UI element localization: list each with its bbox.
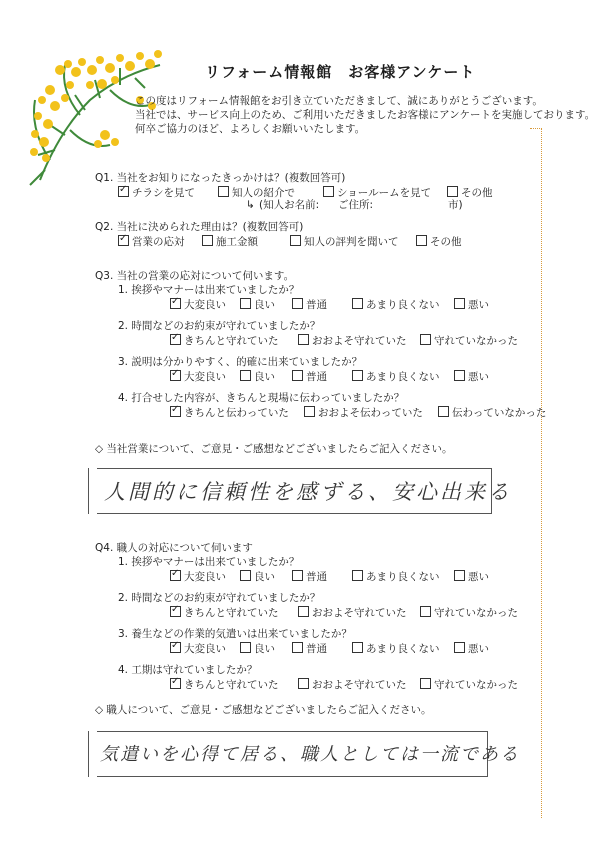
- intro-line-1: この度はリフォーム情報館をお引き立ていただきまして、誠にありがとうございます。: [135, 95, 543, 107]
- q4-item-4: 4. 工期は守れていましたか？: [118, 664, 258, 676]
- page-title: リフォーム情報館 お客様アンケート: [205, 63, 476, 81]
- radio-q4-3-2[interactable]: 良い: [240, 642, 292, 656]
- q4-item-4-options: [170, 678, 518, 692]
- intro-line-2: 当社では、サービス向上のため、ご利用いただきましたお客様にアンケートを実施しております。: [135, 109, 596, 121]
- radio-q3-3-3[interactable]: 普通: [292, 370, 352, 384]
- q4-item-3: 3. 養生などの作業的気遣いは出来ていましたか？: [118, 628, 352, 640]
- q4-item-3-options: [170, 642, 489, 656]
- radio-q3-2-1[interactable]: ✓きちんと守れていた: [170, 334, 298, 348]
- radio-q4-2-1[interactable]: ✓きちんと守れていた: [170, 606, 298, 620]
- q3-item-1: 1. 挨拶やマナーは出来ていましたか？: [118, 284, 300, 296]
- comment2-handwriting: 気遣いを心得て居る、職人としては一流である: [100, 744, 520, 765]
- checkbox-q2-1[interactable]: ✓営業の応対: [118, 235, 202, 249]
- q1-label: Q1. 当社をお知りになったきっかけは？(複数回答可): [95, 172, 346, 184]
- radio-q4-3-1[interactable]: ✓大変良い: [170, 642, 240, 656]
- q1-options: [118, 186, 493, 200]
- q3-item-2-options: [170, 334, 518, 348]
- radio-q4-1-3[interactable]: 普通: [292, 570, 352, 584]
- q3-item-4: 4. 打合せした内容が、きちんと現場に伝わっていましたか？: [118, 392, 405, 404]
- radio-q4-1-4[interactable]: あまり良くない: [352, 570, 454, 584]
- q3-label: Q3. 当社の営業の応対について伺います。: [95, 270, 295, 282]
- dotted-border-right: [541, 128, 542, 818]
- radio-q4-2-2[interactable]: おおよそ守れていた: [298, 606, 420, 620]
- radio-q3-2-3[interactable]: 守れていなかった: [420, 335, 518, 347]
- radio-q3-3-4[interactable]: あまり良くない: [352, 370, 454, 384]
- q1-sub-name: (知人お名前:: [259, 199, 320, 211]
- radio-q3-3-5[interactable]: 悪い: [454, 371, 489, 383]
- q1-sub-end: 市): [448, 199, 463, 211]
- q4-label: Q4. 職人の対応について伺います: [95, 542, 253, 554]
- radio-q4-1-5[interactable]: 悪い: [454, 571, 489, 583]
- comment1-handwriting: 人間的に信頼性を感ずる、安心出来る: [104, 480, 512, 504]
- radio-q3-3-1[interactable]: ✓大変良い: [170, 370, 240, 384]
- radio-q3-4-1[interactable]: ✓きちんと伝わっていた: [170, 406, 304, 420]
- radio-q4-1-1[interactable]: ✓大変良い: [170, 570, 240, 584]
- arrow-icon: ↳: [246, 199, 255, 211]
- checkbox-q1-2[interactable]: 知人の紹介で: [218, 186, 323, 200]
- radio-q3-2-2[interactable]: おおよそ守れていた: [298, 334, 420, 348]
- comment1-label: ◇ 当社営業について、ご意見・ご感想などございましたらご記入ください。: [95, 443, 453, 455]
- radio-q4-3-4[interactable]: あまり良くない: [352, 642, 454, 656]
- comment2-label: ◇ 職人について、ご意見・ご感想などございましたらご記入ください。: [95, 704, 432, 716]
- radio-q3-1-2[interactable]: 良い: [240, 298, 292, 312]
- checkbox-q2-4[interactable]: その他: [416, 236, 462, 248]
- radio-q4-1-2[interactable]: 良い: [240, 570, 292, 584]
- radio-q4-3-3[interactable]: 普通: [292, 642, 352, 656]
- q3-item-4-options: [170, 406, 546, 420]
- radio-q3-1-3[interactable]: 普通: [292, 298, 352, 312]
- q1-sub-addr: ご住所:: [338, 199, 374, 211]
- checkbox-q1-4[interactable]: その他: [447, 187, 493, 199]
- q3-item-3-options: [170, 370, 489, 384]
- q3-item-3: 3. 説明は分かりやすく、的確に出来ていましたか？: [118, 356, 363, 368]
- radio-q3-4-2[interactable]: おおよそ伝わっていた: [304, 406, 438, 420]
- q4-item-2-options: [170, 606, 518, 620]
- q2-label: Q2. 当社に決められた理由は？(複数回答可): [95, 221, 304, 233]
- radio-q4-2-3[interactable]: 守れていなかった: [420, 607, 518, 619]
- radio-q4-4-2[interactable]: おおよそ守れていた: [298, 678, 420, 692]
- radio-q3-4-3[interactable]: 伝わっていなかった: [438, 407, 546, 419]
- q3-item-2: 2. 時間などのお約束が守れていましたか？: [118, 320, 321, 332]
- dotted-border-top: [530, 128, 540, 129]
- radio-q3-1-1[interactable]: ✓大変良い: [170, 298, 240, 312]
- q4-item-2: 2. 時間などのお約束が守れていましたか？: [118, 592, 321, 604]
- radio-q4-4-1[interactable]: ✓きちんと守れていた: [170, 678, 298, 692]
- radio-q3-3-2[interactable]: 良い: [240, 370, 292, 384]
- radio-q3-1-5[interactable]: 悪い: [454, 299, 489, 311]
- radio-q4-3-5[interactable]: 悪い: [454, 643, 489, 655]
- q4-item-1-options: [170, 570, 489, 584]
- checkbox-q1-3[interactable]: ショールームを見て: [323, 186, 447, 200]
- q4-item-1: 1. 挨拶やマナーは出来ていましたか？: [118, 556, 300, 568]
- checkbox-q2-2[interactable]: 施工金額: [202, 235, 290, 249]
- checkbox-q1-1[interactable]: ✓チラシを見て: [118, 186, 218, 200]
- checkbox-q2-3[interactable]: 知人の評判を聞いて: [290, 235, 416, 249]
- q2-options: [118, 235, 462, 249]
- radio-q4-4-3[interactable]: 守れていなかった: [420, 679, 518, 691]
- intro-line-3: 何卒ご協力のほど、よろしくお願いいたします。: [135, 123, 366, 135]
- radio-q3-1-4[interactable]: あまり良くない: [352, 298, 454, 312]
- q3-item-1-options: [170, 298, 489, 312]
